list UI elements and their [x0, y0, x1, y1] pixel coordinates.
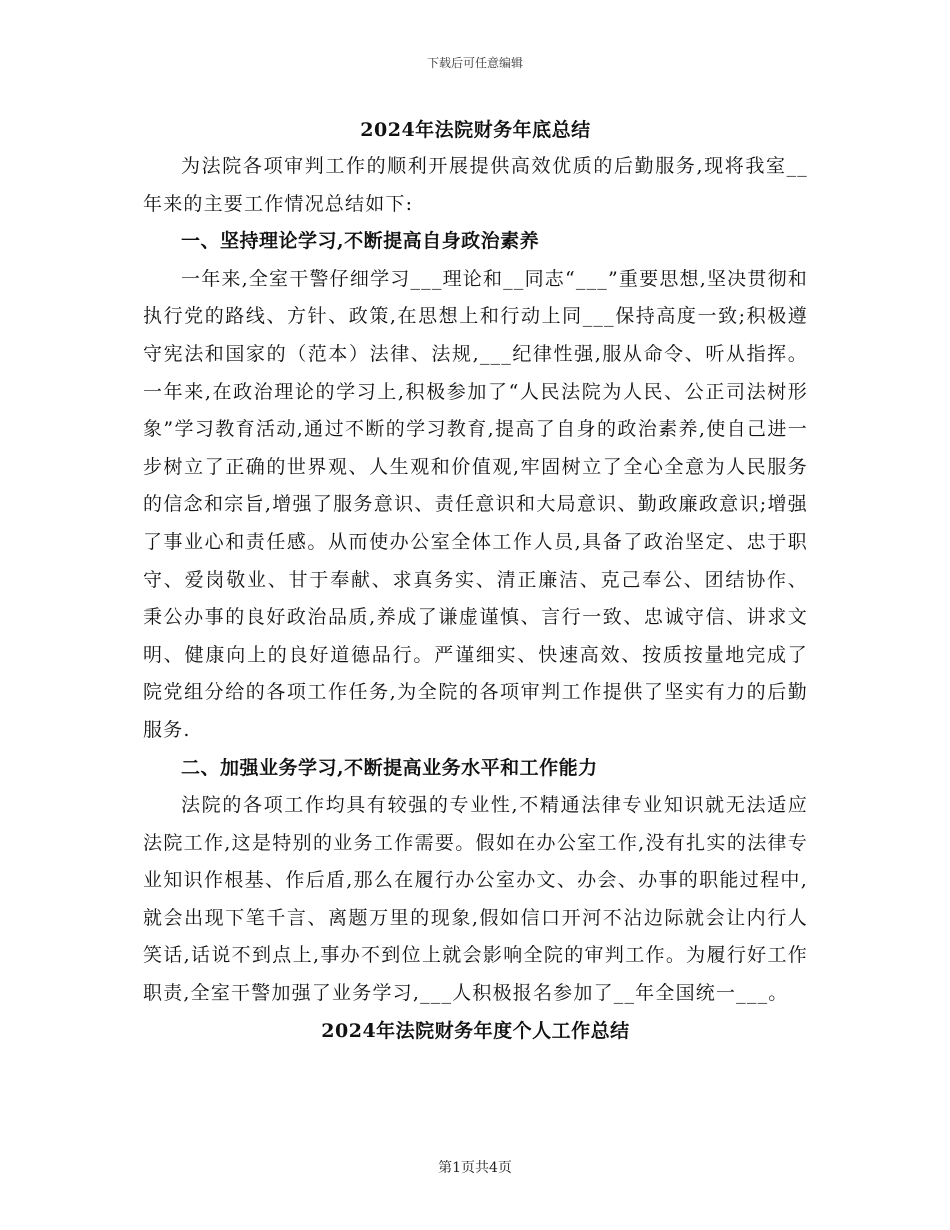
section2-heading: 二、加强业务学习,不断提高业务水平和工作能力	[181, 756, 598, 779]
header-note: 下载后可任意编辑	[426, 56, 523, 70]
page-number: 第1页共4页	[438, 1160, 512, 1176]
section1-paragraph: 一年来,全室干警仔细学习___理论和__同志“___”重要思想,坚决贯彻和执行党的路线、方针、政策,在思想上和行动上同___保持高度一致;积极遵守宪法和国家的（范本）法律、法规,___纪律性强,服从命令、听从指挥。一年来,在政治理论的学习上,积极参加了“人民法院为人民、公正司法树形象”学习教育活动,通过不断的学习教育,提高了自身的政治素养,使自己进一步树立了正确的世界观、人生观和价值观,牢固树立了全心全意为人民服务的信念和宗旨,增强了服务意识、责任意识和大局意识、勤政廉政意识;增强了事业心和责任感。从而使办公室全体工作人员,具备了政治坚定、忠于职守、爱岗敬业、甘于奉献、求真务实、清正廉洁、克己奉公、团结协作、秉公办事的良好政治品质,养成了谦虚谨慎、言行一致、忠诚守信、讲求文明、健康向上的良好道德品行。严谨细实、快速高效、按质按量地完成了院党组分给的各项工作任务,为全院的各项审判工作提供了坚实有力的后勤服务.	[143, 267, 808, 741]
document-body	[143, 112, 808, 1050]
section1-heading: 一、坚持理论学习,不断提高自身政治素养	[181, 230, 540, 253]
second-document-title: 2024年法院财务年度个人工作总结	[321, 1019, 630, 1042]
document-title: 2024年法院财务年底总结	[360, 119, 591, 141]
intro-paragraph: 为法院各项审判工作的顺利开展提供高效优质的后勤服务,现将我室__年来的主要工作情况总结如下:	[143, 155, 808, 215]
section2-paragraph: 法院的各项工作均具有较强的专业性,不精通法律专业知识就无法适应法院工作,这是特别的业务工作需要。假如在办公室工作,没有扎实的法律专业知识作根基、作后盾,那么在履行办公室办文、办会、办事的职能过程中,就会出现下笔千言、离题万里的现象,假如信口开河不沾边际就会让内行人笑话,话说不到点上,事办不到位上就会影响全院的审判工作。为履行好工作职责,全室干警加强了业务学习,___人积极报名参加了__年全国统一___。	[143, 794, 808, 1005]
